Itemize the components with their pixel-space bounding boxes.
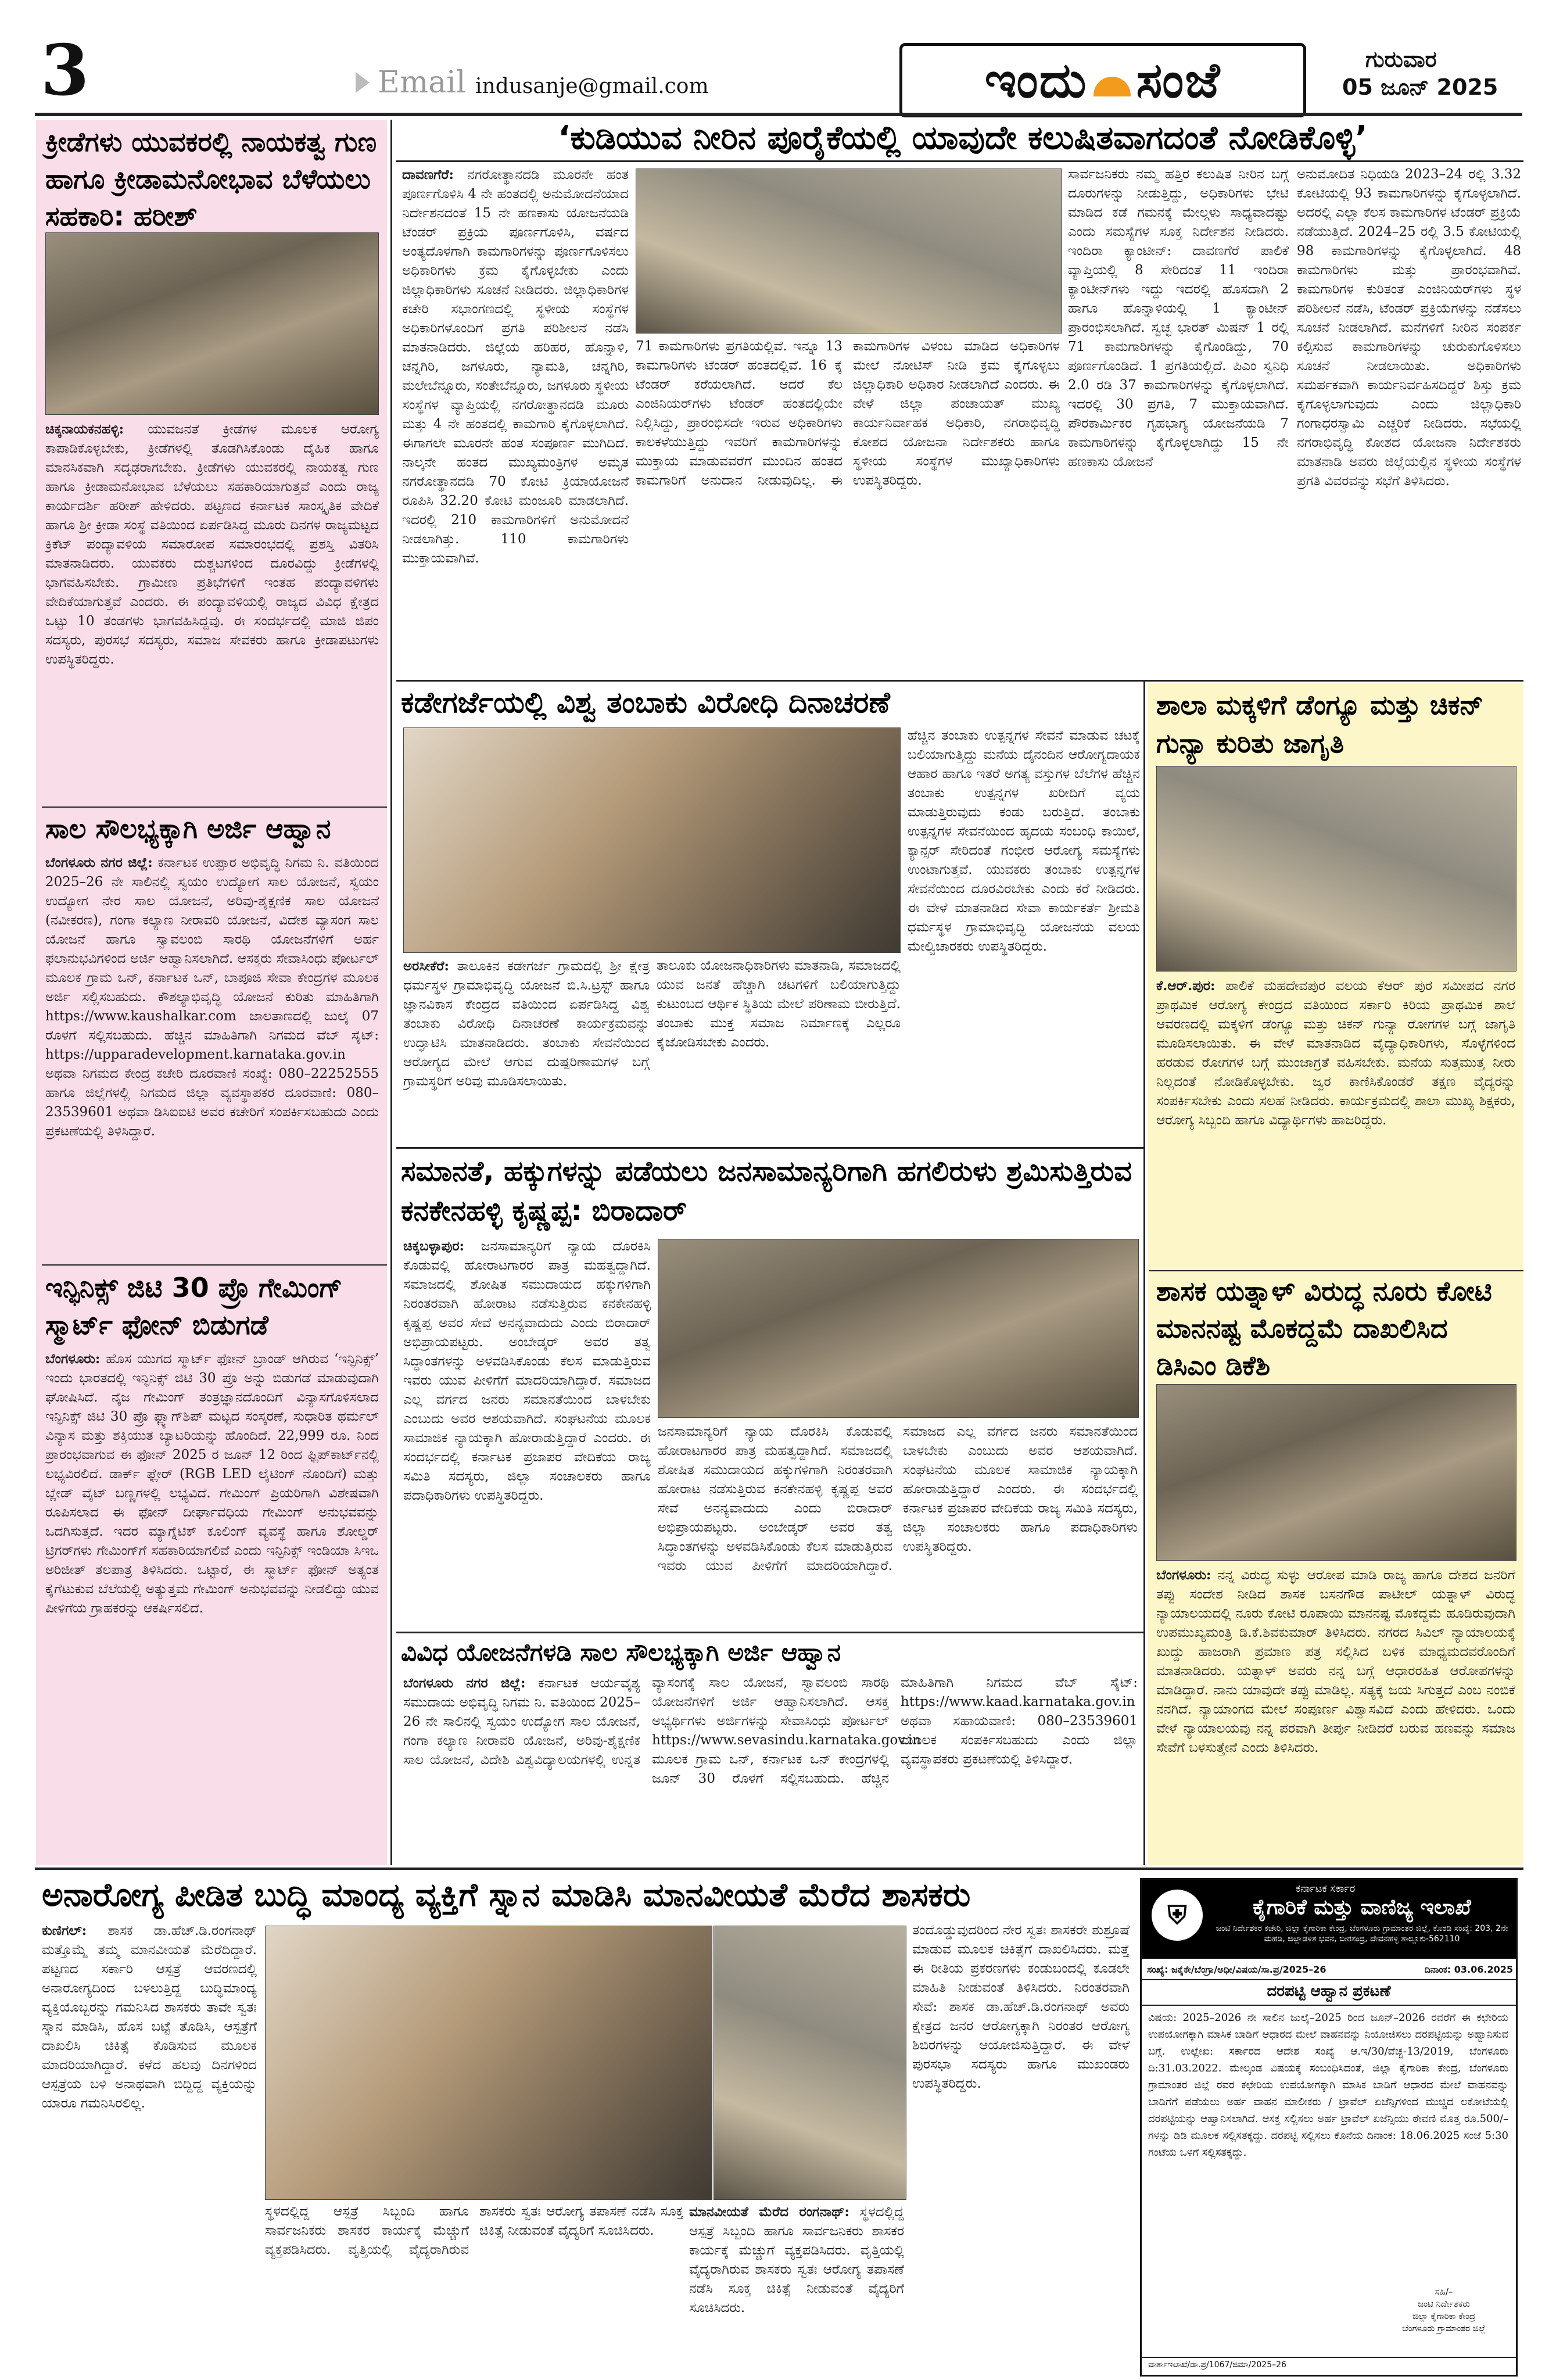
- lead-headline: ‘ಕುಡಿಯುವ ನೀರಿನ ಪೂರೈಕೆಯಲ್ಲಿ ಯಾವುದೇ ಕಲುಷಿತವಾಗದಂತೆ ನೋಡಿಕೊಳ್ಳಿ’: [558, 119, 1368, 157]
- right-divider: [1149, 1270, 1523, 1271]
- notice-signoff: ಸಹಿ/– ಜಂಟಿ ನಿರ್ದೇಶಕರು ಜಿಲ್ಲಾ ಕೈಗಾರಿಕಾ ಕೇಂದ್ರ ಬೆಂಗಳೂರು ಗ್ರಾಮಾಂತರ ಜಿಲ್ಲೆ: [1402, 2286, 1486, 2334]
- lead-dateline: ದಾವಣಗೆರೆ:: [402, 167, 454, 182]
- logo-text-right: ಸಂಜೆ: [1136, 51, 1221, 109]
- notice-ref-no: ಸಂಖ್ಯೆ: ಜಕೈಕೇ/ಬೆಂಗ್ರಾ/ಅಧೀ/ವಿಷಯ/ಸಾ.ಪ್ರ/2025–26: [1147, 1964, 1326, 1975]
- lead-col1-text: ನಗರೋತ್ಥಾನದಡಿ ಮೂರನೇ ಹಂತ ಪೂರ್ಣಗೊಳಿಸಿ 4 ನೇ ಹಂತದಲ್ಲಿ ಅನುಮೋದನೆಯಾದ ನಿರ್ದೇಶನದಂತೆ 15 ನೇ ಹಣಕಾಸು ಯೋಜನೆಯಡಿ ಟೆಂಡರ್ ಪ್ರಕ್ರಿಯೆ ಪೂರ್ಣಗೊಳಿಸಿ, ವರ್ಷದ ಅಂತ್ಯದೊಳಗಾಗಿ ಕಾಮಗಾರಿಗಳನ್ನು ಪೂರ್ಣಗೊಳಿಸಲು ಅಧಿಕಾರಿಗಳು ಕ್ರಮ ಕೈಗೊಳ್ಳಬೇಕು ಎಂದು ಜಿಲ್ಲಾಧಿಕಾರಿಗಳು ಸೂಚನೆ ನೀಡಿದರು. ಜಿಲ್ಲಾಧಿಕಾರಿಗಳ ಕಚೇರಿ ಸಭಾಂಗಣದಲ್ಲಿ ಸ್ಥಳೀಯ ಸಂಸ್ಥೆಗಳ ಅಧಿಕಾರಿಗಳೊಂದಿಗೆ ಪ್ರಗತಿ ಪರಿಶೀಲನೆ ನಡೆಸಿ ಮಾತನಾಡಿದರು. ಜಿಲ್ಲೆಯ ಹರಿಹರ, ಹೊನ್ನಾಳಿ, ಚನ್ನಗಿರಿ, ಜಗಳೂರು, ನ್ಯಾಮತಿ, ಚನ್ನಗಿರಿ, ಮಲೇಬೆನ್ನೂರು, ಸಂತೇಬೆನ್ನೂರು, ಜಗಳೂರು ಸ್ಥಳೀಯ ಸಂಸ್ಥೆಗಳ ವ್ಯಾಪ್ತಿಯಲ್ಲಿ ನಗರೋತ್ಥಾನದಡಿ ಮೂರು ಮತ್ತು 4 ನೇ ಹಂತದಲ್ಲಿ ಕಾಮಗಾರಿ ಕೈಗೊಳ್ಳಲಾಗಿದೆ. ಈಗಾಗಲೇ ಮೂರನೇ ಹಂತ ಸಂಪೂರ್ಣ ಮುಗಿದಿದೆ. ನಾಲ್ಕನೇ ಹಂತದ ಮುಖ್ಯಮಂತ್ರಿಗಳ ಅಮೃತ ನಗರೋತ್ಥಾನದಡಿ 70 ಕೋಟಿ ಕ್ರಿಯಾಯೋಜನೆ ರೂಪಿಸಿ 32.20 ಕೋಟಿ ಮಂಜೂರಿ ಮಾಡಲಾಗಿದೆ. ಇದರಲ್ಲಿ 210 ಕಾಮಗಾರಿಗಳಿಗೆ ಅನುಮೋದನೆ ನೀಡಲಾಗಿತ್ತು. 110 ಕಾಮಗಾರಿಗಳು ಮುಕ್ತಾಯವಾಗಿವೆ.: [402, 167, 629, 566]
- mla-bathing-photo-left: [265, 1926, 712, 2200]
- tobacco-headline: ಕಡೇಗರ್ಜೆಯಲ್ಲಿ ವಿಶ್ವ ತಂಬಾಕು ವಿರೋಧಿ ದಿನಾಚರಣೆ: [401, 686, 890, 719]
- bottom-subhead: ಮಾನವೀಯತೆ ಮೆರೆದ ರಂಗನಾಥ್:: [689, 2204, 850, 2220]
- sun-icon: [1093, 77, 1131, 96]
- tobacco-dateline: ಅರಸೀಕೆರೆ:: [403, 958, 450, 974]
- left3-dateline: ಬೆಂಗಳೂರು:: [45, 1351, 101, 1367]
- dengue-body: [1156, 976, 1515, 1267]
- left2-body: [45, 853, 379, 1260]
- logo-text-left: ಇಂದು: [984, 51, 1088, 109]
- left2-headline: ಸಾಲ ಸೌಲಭ್ಯಕ್ಕಾಗಿ ಅರ್ಜಿ ಆಹ್ವಾನ: [45, 813, 331, 844]
- bottom-body-right: [912, 1921, 1130, 2380]
- left-divider-1: [42, 807, 387, 808]
- loans2-body: [403, 1673, 1138, 1865]
- sports-award-photo: [45, 232, 379, 415]
- masthead-logo: [899, 43, 1306, 117]
- left2-dateline: ಬೆಂಗಳೂರು ನಗರ ಜಿಲ್ಲೆ:: [45, 855, 153, 870]
- bottom-headline: ಅನಾರೋಗ್ಯ ಪೀಡಿತ ಬುದ್ಧಿ ಮಾಂದ್ಯ ವ್ಯಕ್ತಿಗೆ ಸ್ನಾನ ಮಾಡಿಸಿ ಮಾನವೀಯತೆ ಮೆರೆದ ಶಾಸಕರು: [42, 1876, 971, 1914]
- lead-col4-text: ಅನುಮೋದಿತ ನಿಧಿಯಡಿ 2023–24 ರಲ್ಲಿ 3.32 ಕೋಟಿಯಲ್ಲಿ 93 ಕಾಮಗಾರಿಗಳನ್ನು ಕೈಗೊಳ್ಳಲಾಗಿದೆ. ಅದರಲ್ಲಿ ಎಲ್ಲಾ ಕೆಲಸ ಕಾಮಗಾರಿಗಳ ಟೆಂಡರ್ ಪ್ರಕ್ರಿಯೆ ನಡೆಯುತ್ತಿದೆ. 2024–25 ರಲ್ಲಿ 3.5 ಕೋಟಿಯಲ್ಲಿ 98 ಕಾಮಗಾರಿಗಳನ್ನು ಕೈಗೊಳ್ಳಲಾಗಿದೆ. 48 ಕಾಮಗಾರಿಗಳು ಮತ್ತು ಪ್ರಾರಂಭವಾಗಿವೆ. ಕಾಮಗಾರಿಗಳ ಕುರಿತಂತೆ ಎಂಜಿನಿಯರ್‌ಗಳು ಸ್ಥಳ ಪರಿಶೀಲನೆ ನಡೆಸಿ, ಟೆಂಡರ್ ಪ್ರಕ್ರಿಯೆಗಳನ್ನು ನಡೆಸಲು ಸೂಚನೆ ನೀಡಲಾಗಿದೆ. ಮನೆಗಳಿಗೆ ನೀರಿನ ಸಂಪರ್ಕ ಕಲ್ಪಿಸುವ ಕಾಮಗಾರಿಗಳನ್ನು ಚುರುಕುಗೊಳಿಸಲು ಸೂಚನೆ ನೀಡಲಾಯಿತು. ಅಧಿಕಾರಿಗಳು ಸಮರ್ಪಕವಾಗಿ ಕಾರ್ಯನಿರ್ವಹಿಸದಿದ್ದರೆ ಶಿಸ್ತು ಕ್ರಮ ಕೈಗೊಳ್ಳಲಾಗುವುದು ಎಂದು ಜಿಲ್ಲಾಧಿಕಾರಿ ಗಂಗಾಧರಸ್ವಾಮಿ ಎಚ್ಚರಿಕೆ ನೀಡಿದರು. ಸಭೆಯಲ್ಲಿ ನಗರಾಭಿವೃದ್ಧಿ ಕೋಶದ ಯೋಜನಾ ನಿರ್ದೇಶಕರು ಮಾತನಾಡಿ ಅವರು ಜಿಲ್ಲೆಯಲ್ಲಿನ ಸ್ಥಳೀಯ ಸಂಸ್ಥೆಗಳ ಪ್ರಗತಿ ವಿವರವನ್ನು ಸಭೆಗೆ ತಿಳಿಸಿದರು.: [1297, 167, 1521, 489]
- left3-headline: ಇನ್ಫಿನಿಕ್ಸ್ ಜಿಟಿ 30 ಪ್ರೊ ಗೇಮಿಂಗ್ ಸ್ಮಾರ್ಟ್ ಫೋನ್ ಬಿಡುಗಡೆ: [45, 1272, 343, 1340]
- tobacco-mid-text: ತಾಲೂಕು ಯೋಜನಾಧಿಕಾರಿಗಳು ಮಾತನಾಡಿ, ಸಮಾಜದಲ್ಲಿ ಯುವ ಜನತೆ ಹೆಚ್ಚಾಗಿ ಚಟಗಳಿಗೆ ಬಲಿಯಾಗುತ್ತಿದ್ದು ಕುಟುಂಬದ ಆರ್ಥಿಕ ಸ್ಥಿತಿಯ ಮೇಲೆ ಪರಿಣಾಮ ಬೀರುತ್ತಿದೆ. ತಂಬಾಕು ಮುಕ್ತ ಸಮಾಜ ನಿರ್ಮಾಣಕ್ಕೆ ಎಲ್ಲರೂ ಕೈಜೋಡಿಸಬೇಕು ಎಂದರು.: [657, 958, 901, 1050]
- tobacco-right-text: ಹೆಚ್ಚಿನ ತಂಬಾಕು ಉತ್ಪನ್ನಗಳ ಸೇವನೆ ಮಾಡುವ ಚಟಕ್ಕೆ ಬಲಿಯಾಗುತ್ತಿದ್ದು ಮನೆಯ ದೈನಂದಿನ ಆರೋಗ್ಯದಾಯಕ ಆಹಾರ ಹಾಗೂ ಇತರೆ ಅಗತ್ಯ ವಸ್ತುಗಳ ಬೆಲೆಗಳ ಹೆಚ್ಚಿನ ತಂಬಾಕು ಉತ್ಪನ್ನಗಳ ಖರೀದಿಗೆ ವ್ಯಯ ಮಾಡುತ್ತಿರುವುದು ಕಂಡು ಬರುತ್ತಿದೆ. ತಂಬಾಕು ಉತ್ಪನ್ನಗಳ ಸೇವನೆಯಿಂದ ಹೃದಯ ಸಂಬಂಧಿ ಕಾಯಿಲೆ, ಕ್ಯಾನ್ಸರ್ ಸೇರಿದಂತೆ ಗಂಭೀರ ಆರೋಗ್ಯ ಸಮಸ್ಯೆಗಳು ಉಂಟಾಗುತ್ತವೆ. ಯುವಕರು ತಂಬಾಕು ಉತ್ಪನ್ನಗಳ ಸೇವನೆಯಿಂದ ದೂರವಿರಬೇಕು ಎಂದು ಕರೆ ನೀಡಿದರು. ಈ ವೇಳೆ ಮಾತನಾಡಿದ ಸೇವಾ ಕಾರ್ಯಕರ್ತೆ ಶ್ರೀಮತಿ ಧರ್ಮಸ್ಥಳ ಗ್ರಾಮಾಭಿವೃದ್ಧಿ ಯೋಜನೆಯ ವಲಯ ಮೇಲ್ವಿಚಾರಕರು ಉಪಸ್ಥಿತರಿದ್ದರು.: [908, 728, 1140, 954]
- left-divider-2: [42, 1264, 387, 1266]
- left1-body: [45, 420, 379, 803]
- bottom-body-mid: [265, 2202, 683, 2377]
- bottom-section-rule: [35, 1868, 1523, 1870]
- lead-col2-text: 71 ಕಾಮಗಾರಿಗಳು ಪ್ರಗತಿಯಲ್ಲಿವೆ. ಇನ್ನೂ 13 ಕಾಮಗಾರಿಗಳು ಟೆಂಡರ್ ಹಂತದಲ್ಲಿವೆ. 16 ಕ್ಕೆ ಟೆಂಡರ್ ಕರೆಯಲಾಗಿದೆ. ಆದರೆ ಕೆಲ ಎಂಜಿನಿಯರ್‌ಗಳು ಟೆಂಡರ್ ಹಂತದಲ್ಲಿಯೇ ನಿಲ್ಲಿಸಿದ್ದು, ಪ್ರಾರಂಭಿಸದೇ ಇರುವ ಅಧಿಕಾರಿಗಳು ಕಾಲಕಳೆಯುತ್ತಿದ್ದು ಇವರಿಗೆ ಕಾಮಗಾರಿಗಳನ್ನು ಮುಕ್ತಾಯ ಮಾಡುವವರೆಗೆ ಮುಂದಿನ ಹಂತದ ಕಾಮಗಾರಿಗೆ ಅನುದಾನ ನೀಡುವುದಿಲ್ಲ. ಈ ಕಾಮಗಾರಿಗಳ ವಿಳಂಬ ಮಾಡಿದ ಅಧಿಕಾರಿಗಳ ಮೇಲೆ ನೋಟಿಸ್ ನೀಡಿ ಕ್ರಮ ಕೈಗೊಳ್ಳಲು ಜಿಲ್ಲಾಧಿಕಾರಿ ಅಧಿಕಾರ ನೀಡಲಾಗಿದೆ ಎಂದರು. ಈ ವೇಳೆ ಜಿಲ್ಲಾ ಪಂಚಾಯತ್ ಮುಖ್ಯ ಕಾರ್ಯನಿರ್ವಾಹಕ ಅಧಿಕಾರಿ, ನಗರಾಭಿವೃದ್ಧಿ ಕೋಶದ ಯೋಜನಾ ನಿರ್ದೇಶಕರು ಹಾಗೂ ಸ್ಥಳೀಯ ಸಂಸ್ಥೆಗಳ ಮುಖ್ಯಾಧಿಕಾರಿಗಳು ಉಪಸ್ಥಿತರಿದ್ದರು.: [636, 339, 1060, 488]
- notice-rule-2: [1142, 2005, 1516, 2006]
- notice-footer: ವಾರ್ತಾಇಲಾಖೆ/ಡಾ.ಪ್ರ/1067/ಜಿಮಾ/2025–26: [1148, 2360, 1286, 2370]
- lead-col4: [1297, 165, 1521, 676]
- notice-department: ಕೈಗಾರಿಕೆ ಮತ್ತು ವಾಣಿಜ್ಯ ಇಲಾಖೆ: [1253, 1895, 1471, 1919]
- tobacco-bottom-rule: [396, 1147, 1143, 1149]
- page-number: 3: [41, 30, 89, 112]
- tobacco-left-text: ತಾಲೂಕಿನ ಕಡೇಗರ್ಜೆ ಗ್ರಾಮದಲ್ಲಿ ಶ್ರೀ ಕ್ಷೇತ್ರ ಧರ್ಮಸ್ಥಳ ಗ್ರಾಮಾಭಿವೃದ್ಧಿ ಯೋಜನೆ ಬಿ.ಸಿ.ಟ್ರಸ್ಟ್ ಹಾಗೂ ಜ್ಞಾನವಿಕಾಸ ಕೇಂದ್ರದ ವತಿಯಿಂದ ಏರ್ಪಡಿಸಿದ್ದ ವಿಶ್ವ ತಂಬಾಕು ವಿರೋಧಿ ದಿನಾಚರಣೆ ಕಾರ್ಯಕ್ರಮವನ್ನು ಉದ್ಘಾಟಿಸಿ ಮಾತನಾಡಿದರು. ತಂಬಾಕು ಸೇವನೆಯಿಂದ ಆರೋಗ್ಯದ ಮೇಲೆ ಆಗುವ ದುಷ್ಪರಿಣಾಮಗಳ ಬಗ್ಗೆ ಗ್ರಾಮಸ್ಥರಿಗೆ ಅರಿವು ಮೂಡಿಸಲಾಯಿತು.: [403, 959, 650, 1089]
- notice-body: ವಿಷಯ: 2025–2026 ನೇ ಸಾಲಿನ ಜುಲೈ–2025 ರಿಂದ ಜೂನ್–2026 ರವರೆಗೆ ಈ ಕಛೇರಿಯ ಉಪಯೋಗಕ್ಕಾಗಿ ಮಾಸಿಕ ಬಾಡಿಗೆ ಆಧಾರದ ಮೇಲೆ ವಾಹನವನ್ನು ನಿಯೋಜಿಸಲು ದರಪಟ್ಟಿಯನ್ನು ಅಹ್ವಾನಿಸುವ ಬಗ್ಗೆ. ಉಲ್ಲೇಖ: ಸರ್ಕಾರದ ಆದೇಶ ಸಂಖ್ಯೆ ಆ.ಇ/30/ವೆಚ್ಚ-13/2019, ಬೆಂಗಳೂರು ದಿ:31.03.2022. ಮೇಲ್ಕಂಡ ವಿಷಯಕ್ಕೆ ಸಂಬಂಧಿಸಿದಂತೆ, ಜಿಲ್ಲಾ ಕೈಗಾರಿಕಾ ಕೇಂದ್ರ, ಬೆಂಗಳೂರು ಗ್ರಾಮಾಂತರ ಜಿಲ್ಲೆ ರವರ ಕಛೇರಿಯ ಉಪಯೋಗಕ್ಕಾಗಿ ಮಾಸಿಕ ಬಾಡಿಗೆ ಆಧಾರದ ಮೇಲೆ ವಾಹನವನ್ನು ಬಾಡಿಗೆಗೆ ಪಡೆಯಲು ಅರ್ಹ ವಾಹನ ಮಾಲೀಕರು / ಟ್ರಾವೆಲ್ ಏಜೆನ್ಸಿಗಳಿಂದ ಮುಚ್ಚಿದ ಲಕೋಟೆಯಲ್ಲಿ ದರಪಟ್ಟಿಯನ್ನು ಆಹ್ವಾನಿಸಲಾಗಿದೆ. ಆಸಕ್ತ ಸಲ್ಲಿಸಲು ಅರ್ಹ ಟ್ರಾವೆಲ್ ಏಜೆನ್ಸಿಯು ಠೇವಣಿ ಮೊತ್ತ ರೂ.500/– ಗಳನ್ನು ಡಿಡಿ ಮೂಲಕ ಸಲ್ಲಿಸತಕ್ಕದ್ದು. ದರಪಟ್ಟಿ ಸಲ್ಲಿಸಲು ಕೊನೆಯ ದಿನಾಂಕ: 18.06.2025 ಸಂಜೆ 5:30 ಗಂಟೆಯ ಒಳಗೆ ಸಲ್ಲಿಸತಕ್ಕದ್ದು.: [1148, 2012, 1508, 2159]
- lead-col1: [402, 165, 629, 676]
- equality-bottom-rule: [396, 1632, 1143, 1633]
- dengue-text: ಪಾಲಿಕೆ ಮಹದೇವಪುರ ವಲಯ ಕೆಆರ್ ಪುರ ಸಮೀಪದ ನಗರ ಪ್ರಾಥಮಿಕ ಆರೋಗ್ಯ ಕೇಂದ್ರದ ವತಿಯಿಂದ ಸರ್ಕಾರಿ ಕಿರಿಯ ಪ್ರಾಥಮಿಕ ಶಾಲೆ ಆವರಣದಲ್ಲಿ ಮಕ್ಕಳಿಗೆ ಡೆಂಗ್ಯೂ ಮತ್ತು ಚಿಕನ್ ಗುನ್ಯಾ ರೋಗಗಳ ಬಗ್ಗೆ ಜಾಗೃತಿ ಮೂಡಿಸಲಾಯಿತು. ಈ ವೇಳೆ ಮಾತನಾಡಿದ ವೈದ್ಯಾಧಿಕಾರಿಗಳು, ಸೊಳ್ಳೆಗಳಿಂದ ಹರಡುವ ರೋಗಗಳ ಬಗ್ಗೆ ಮುಂಜಾಗ್ರತೆ ವಹಿಸಬೇಕು. ಮನೆಯ ಸುತ್ತಮುತ್ತ ನೀರು ನಿಲ್ಲದಂತೆ ನೋಡಿಕೊಳ್ಳಬೇಕು. ಜ್ವರ ಕಾಣಿಸಿಕೊಂಡರೆ ತಕ್ಷಣ ವೈದ್ಯರನ್ನು ಸಂಪರ್ಕಿಸಬೇಕು ಎಂದು ಸಲಹೆ ನೀಡಿದರು. ಕಾರ್ಯಕ್ರಮದಲ್ಲಿ ಶಾಲಾ ಮುಖ್ಯ ಶಿಕ್ಷಕರು, ಆರೋಗ್ಯ ಸಿಬ್ಬಂದಿ ಹಾಗೂ ವಿದ್ಯಾರ್ಥಿಗಳು ಹಾಜರಿದ್ದರು.: [1156, 978, 1515, 1128]
- notice-office: ಜಂಟಿ ನಿರ್ದೇಶಕರ ಕಚೇರಿ, ಜಿಲ್ಲಾ ಕೈಗಾರಿಕಾ ಕೇಂದ್ರ, ಬೆಂಗಳೂರು ಗ್ರಾಮಾಂತರ ಜಿಲ್ಲೆ, ಕೊಠಡಿ ಸಂಖ್ಯೆ: 203, 2ನೇ ಮಹಡಿ, ಜಿಲ್ಲಾಡಳಿತ ಭವನ, ಬೀರಸಂದ್ರ, ದೇವನಹಳ್ಳಿ ತಾಲ್ಲೂಕು-562110: [1216, 1924, 1508, 1944]
- defamation-dateline: ಬೆಂಗಳೂರು:: [1156, 1567, 1211, 1583]
- loans2-text: ಕರ್ನಾಟಕ ಆರ್ಯವೈಶ್ಯ ಸಮುದಾಯ ಅಭಿವೃದ್ಧಿ ನಿಗಮ ನಿ. ವತಿಯಿಂದ 2025–26 ನೇ ಸಾಲಿನಲ್ಲಿ ಸ್ವಯಂ ಉದ್ಯೋಗ ಸಾಲ ಯೋಜನೆ, ಗಂಗಾ ಕಲ್ಯಾಣ ನೀರಾವರಿ ಯೋಜನೆ, ಅರಿವು-ಶೈಕ್ಷಣಿಕ ಸಾಲ ಯೋಜನೆ, ವಿದೇಶಿ ವಿಶ್ವವಿದ್ಯಾಲಯಗಳಲ್ಲಿ ಉನ್ನತ ವ್ಯಾಸಂಗಕ್ಕೆ ಸಾಲ ಯೋಜನೆ, ಸ್ವಾವಲಂಬಿ ಸಾರಥಿ ಯೋಜನೆಗಳಿಗೆ ಅರ್ಜಿ ಆಹ್ವಾನಿಸಲಾಗಿದೆ. ಆಸಕ್ತ ಅಭ್ಯರ್ಥಿಗಳು ಅರ್ಜಿಗಳನ್ನು ಸೇವಾಸಿಂಧು ಪೋರ್ಟಲ್ https://www.sevasindu.karnataka.gov.in ಮೂಲಕ ಗ್ರಾಮ ಒನ್, ಕರ್ನಾಟಕ ಒನ್ ಕೇಂದ್ರಗಳಲ್ಲಿ ಜೂನ್ 30 ರೊಳಗೆ ಸಲ್ಲಿಸಬಹುದು. ಹೆಚ್ಚಿನ ಮಾಹಿತಿಗಾಗಿ ನಿಗಮದ ವೆಬ್ ಸೈಟ್: https://www.kaad.karnataka.gov.in ಅಥವಾ ಸಹಾಯವಾಣಿ: 080–23539601 ಮೂಲಕ ಸಂಪರ್ಕಿಸಬಹುದು ಎಂದು ಜಿಲ್ಲಾ ವ್ಯವಸ್ಥಾಪಕರು ಪ್ರಕಟಣೆಯಲ್ಲಿ ತಿಳಿಸಿದ್ದಾರೆ.: [403, 1675, 1138, 1786]
- equality-headline: ಸಮಾನತೆ, ಹಕ್ಕುಗಳನ್ನು ಪಡೆಯಲು ಜನಸಾಮಾನ್ಯರಿಗಾಗಿ ಹಗಲಿರುಳು ಶ್ರಮಿಸುತ್ತಿರುವ ಕನಕೇನಹಳ್ಳಿ ಕೃಷ್ಣಪ್ಪ: ಬಿರಾದಾರ್: [401, 1155, 1132, 1227]
- left1-text: ಯುವಜನತೆ ಕ್ರೀಡೆಗಳ ಮೂಲಕ ಆರೋಗ್ಯ ಕಾಪಾಡಿಕೊಳ್ಳಬೇಕು, ಕ್ರೀಡೆಗಳಲ್ಲಿ ತೊಡಗಿಸಿಕೊಂಡು ದೈಹಿಕ ಹಾಗೂ ಮಾನಸಿಕವಾಗಿ ಸದೃಢರಾಗಬೇಕು. ಕ್ರೀಡೆಗಳು ಯುವಕರಲ್ಲಿ ನಾಯಕತ್ವ ಗುಣ ಹಾಗೂ ಕ್ರೀಡಾಮನೋಭಾವ ಬೆಳೆಯಲು ಸಹಕಾರಿಯಾಗುತ್ತವೆ ಎಂದು ರಾಜ್ಯ ಕಾರ್ಯದರ್ಶಿ ಹರೀಶ್ ಹೇಳಿದರು. ಪಟ್ಟಣದ ಕರ್ನಾಟಕ ಸಾಂಸ್ಕೃತಿಕ ವೇದಿಕೆ ಹಾಗೂ ಶ್ರೀ ಕ್ರೀಡಾ ಸಂಸ್ಥೆ ವತಿಯಿಂದ ಏರ್ಪಡಿಸಿದ್ದ ಮೂರು ದಿನಗಳ ರಾಜ್ಯಮಟ್ಟದ ಕ್ರಿಕೆಟ್ ಪಂದ್ಯಾವಳಿಯ ಸಮಾರೋಪ ಸಮಾರಂಭದಲ್ಲಿ ಪ್ರಶಸ್ತಿ ವಿತರಿಸಿ ಮಾತನಾಡಿದರು. ಯುವಕರು ದುಶ್ಚಟಗಳಿಂದ ದೂರವಿದ್ದು ಕ್ರೀಡೆಗಳಲ್ಲಿ ಭಾಗವಹಿಸಬೇಕು. ಗ್ರಾಮೀಣ ಪ್ರತಿಭೆಗಳಿಗೆ ಇಂತಹ ಪಂದ್ಯಾವಳಿಗಳು ವೇದಿಕೆಯಾಗುತ್ತವೆ ಎಂದರು. ಈ ಪಂದ್ಯಾವಳಿಯಲ್ಲಿ ರಾಜ್ಯದ ವಿವಿಧ ಕ್ಷೇತ್ರದ ಒಟ್ಟು 10 ತಂಡಗಳು ಭಾಗವಹಿಸಿದ್ದವು. ಈ ಸಂದರ್ಭದಲ್ಲಿ ಮಾಜಿ ಜಿಪಂ ಸದಸ್ಯರು, ಪುರಸಭೆ ಸದಸ್ಯರು, ಸಮಾಜ ಸೇವಕರು ಹಾಗೂ ಕ್ರೀಡಾಪಟುಗಳು ಉಪಸ್ಥಿತರಿದ್ದರು.: [45, 422, 379, 667]
- notice-title: ದರಪಟ್ಟಿ ಆಹ್ವಾನ ಪ್ರಕಟಣೆ: [1267, 1983, 1391, 2000]
- lead-col3: [1068, 165, 1289, 676]
- tobacco-body-mid: [657, 956, 901, 1144]
- bottom-dateline: ಕುಣಿಗಲ್:: [42, 1923, 87, 1938]
- defamation-headline: ಶಾಸಕ ಯತ್ನಾಳ್ ವಿರುದ್ಧ ನೂರು ಕೋಟಿ ಮಾನನಷ್ಟ ಮೊಕದ್ದಮೆ ದಾಖಲಿಸಿದ ಡಿಸಿಎಂ ಡಿಕೆಶಿ: [1156, 1275, 1492, 1381]
- dengue-headline: ಶಾಲಾ ಮಕ್ಕಳಿಗೆ ಡೆಂಗ್ಯೂ ಮತ್ತು ಚಿಕನ್ ಗುನ್ಯಾ ಕುರಿತು ಜಾಗೃತಿ: [1156, 689, 1484, 759]
- tobacco-body-right: [908, 726, 1140, 1144]
- bottom-right-text: ತಂದೊಡ್ಡುವುದರಿಂದ ನೇರ ಸ್ವತಃ ಶಾಸಕರೇ ಶುಶ್ರೂಷೆ ಮಾಡುವ ಮೂಲಕ ಚಿಕಿತ್ಸೆಗೆ ದಾಖಲಿಸಿದರು. ಮತ್ತೆ ಈ ರೀತಿಯ ಪ್ರಕರಣಗಳು ಕಂಡುಬಂದಲ್ಲಿ ಕೂಡಲೇ ಮಾಹಿತಿ ನೀಡುವಂತೆ ತಿಳಿಸಿದರು. ನಿರಂತರವಾಗಿ ಸೇವೆ: ಶಾಸಕ ಡಾ.ಹೆಚ್.ಡಿ.ರಂಗನಾಥ್ ಅವರು ಕ್ಷೇತ್ರದ ಜನರ ಆರೋಗ್ಯಕ್ಕಾಗಿ ನಿರಂತರ ಆರೋಗ್ಯ ಶಿಬಿರಗಳನ್ನು ಆಯೋಜಿಸುತ್ತಿದ್ದಾರೆ. ಈ ವೇಳೆ ಪುರಸಭಾ ಸದಸ್ಯರು ಹಾಗೂ ಮುಖಂಡರು ಉಪಸ್ಥಿತರಿದ್ದರು.: [912, 1923, 1130, 2091]
- equality-group-photo: [658, 1239, 1139, 1418]
- mla-bathing-photo-right: [714, 1926, 906, 2200]
- emblem-icon: ⛨: [1152, 1890, 1203, 1941]
- equality-body-cont: [658, 1422, 1138, 1626]
- left-column-border: [390, 120, 392, 1865]
- notice-rule-1: [1142, 1979, 1516, 1980]
- email-arrow-icon: [356, 72, 370, 93]
- bottom-body-left: [42, 1921, 257, 2380]
- defamation-body: [1156, 1565, 1515, 1863]
- left3-body: [45, 1349, 379, 1861]
- loans2-headline: ವಿವಿಧ ಯೋಜನೆಗಳಡಿ ಸಾಲ ಸೌಲಭ್ಯಕ್ಕಾಗಿ ಅರ್ಜಿ ಆಹ್ವಾನ: [401, 1638, 841, 1666]
- equality-body: [403, 1236, 651, 1626]
- notice-dept-small: ಕರ್ನಾಟಕ ಸರ್ಕಾರ: [1296, 1883, 1356, 1895]
- bottom-left-text: ಶಾಸಕ ಡಾ.ಹೆಚ್.ಡಿ.ರಂಗನಾಥ್ ಮತ್ತೊಮ್ಮೆ ತಮ್ಮ ಮಾನವೀಯತೆ ಮೆರೆದಿದ್ದಾರೆ. ಪಟ್ಟಣದ ಸರ್ಕಾರಿ ಆಸ್ಪತ್ರೆ ಆವರಣದಲ್ಲಿ ಅನಾರೋಗ್ಯದಿಂದ ಬಳಲುತ್ತಿದ್ದ ಬುದ್ಧಿಮಾಂದ್ಯ ವ್ಯಕ್ತಿಯೊಬ್ಬರನ್ನು ಗಮನಿಸಿದ ಶಾಸಕರು ತಾವೇ ಸ್ವತಃ ಸ್ನಾನ ಮಾಡಿಸಿ, ಹೊಸ ಬಟ್ಟೆ ತೊಡಿಸಿ, ಆಸ್ಪತ್ರೆಗೆ ದಾಖಲಿಸಿ ಚಿಕಿತ್ಸೆ ಕೊಡಿಸುವ ಮೂಲಕ ಮಾದರಿಯಾಗಿದ್ದಾರೆ. ಕಳೆದ ಹಲವು ದಿನಗಳಿಂದ ಆಸ್ಪತ್ರೆಯ ಬಳಿ ಅನಾಥವಾಗಿ ಬಿದ್ದಿದ್ದ ವ್ಯಕ್ತಿಯನ್ನು ಯಾರೂ ಗಮನಿಸಿರಲಿಲ್ಲ.: [42, 1923, 257, 2111]
- email-label: Email: [378, 65, 466, 100]
- lead-bottom-rule: [396, 680, 1523, 682]
- meeting-photo: [636, 169, 1062, 334]
- email-address[interactable]: indusanje@gmail.com: [475, 74, 709, 98]
- equality-text: ಜನಸಾಮಾನ್ಯರಿಗೆ ನ್ಯಾಯ ದೊರಕಿಸಿ ಕೊಡುವಲ್ಲಿ ಹೋರಾಟಗಾರರ ಪಾತ್ರ ಮಹತ್ವದ್ದಾಗಿದೆ. ಸಮಾಜದಲ್ಲಿ ಶೋಷಿತ ಸಮುದಾಯದ ಹಕ್ಕುಗಳಿಗಾಗಿ ನಿರಂತರವಾಗಿ ಹೋರಾಟ ನಡೆಸುತ್ತಿರುವ ಕನಕೇನಹಳ್ಳಿ ಕೃಷ್ಣಪ್ಪ ಅವರ ಸೇವೆ ಅನನ್ಯವಾದುದು ಎಂದು ಬಿರಾದಾರ್ ಅಭಿಪ್ರಾಯಪಟ್ಟರು. ಅಂಬೇಡ್ಕರ್ ಅವರ ತತ್ವ ಸಿದ್ಧಾಂತಗಳನ್ನು ಅಳವಡಿಸಿಕೊಂಡು ಕೆಲಸ ಮಾಡುತ್ತಿರುವ ಇವರು ಯುವ ಪೀಳಿಗೆಗೆ ಮಾದರಿಯಾಗಿದ್ದಾರೆ. ಸಮಾಜದ ಎಲ್ಲ ವರ್ಗದ ಜನರು ಸಮಾನತೆಯಿಂದ ಬಾಳಬೇಕು ಎಂಬುದು ಅವರ ಆಶಯವಾಗಿದೆ. ಸಂಘಟನೆಯ ಮೂಲಕ ಸಾಮಾಜಿಕ ನ್ಯಾಯಕ್ಕಾಗಿ ಹೋರಾಡುತ್ತಿದ್ದಾರೆ ಎಂದರು. ಈ ಸಂದರ್ಭದಲ್ಲಿ ಕರ್ನಾಟಕ ಪ್ರಜಾಪರ ವೇದಿಕೆಯ ರಾಜ್ಯ ಸಮಿತಿ ಸದಸ್ಯರು, ಜಿಲ್ಲಾ ಸಂಚಾಲಕರು ಹಾಗೂ ಪದಾಧಿಕಾರಿಗಳು ಉಪಸ್ಥಿತರಿದ್ದರು.: [403, 1239, 651, 1503]
- lead-rule: [396, 160, 1523, 162]
- tobacco-body-left: [403, 956, 650, 1144]
- notice-rule-3: [1142, 2357, 1516, 2358]
- right-col-divider: [1143, 681, 1145, 1865]
- bottom-mid-text: ಸ್ಥಳದಲ್ಲಿದ್ದ ಆಸ್ಪತ್ರೆ ಸಿಬ್ಬಂದಿ ಹಾಗೂ ಸಾರ್ವಜನಿಕರು ಶಾಸಕರ ಕಾರ್ಯಕ್ಕೆ ಮೆಚ್ಚುಗೆ ವ್ಯಕ್ತಪಡಿಸಿದರು. ವೃತ್ತಿಯಲ್ಲಿ ವೈದ್ಯರಾಗಿರುವ ಶಾಸಕರು ಸ್ವತಃ ಆರೋಗ್ಯ ತಪಾಸಣೆ ನಡೆಸಿ ಸೂಕ್ತ ಚಿಕಿತ್ಸೆ ನೀಡುವಂತೆ ವೈದ್ಯರಿಗೆ ಸೂಚಿಸಿದರು.: [265, 2204, 683, 2257]
- bottom-body-midright: [689, 2202, 904, 2377]
- masthead-day: ಗುರುವಾರ: [1365, 46, 1437, 72]
- left3-text: ಹೊಸ ಯುಗದ ಸ್ಮಾರ್ಟ್ ಫೋನ್ ಬ್ರಾಂಡ್ ಆಗಿರುವ ‘ಇನ್ಫಿನಿಕ್ಸ್’ ಇಂದು ಭಾರತದಲ್ಲಿ ಇನ್ಫಿನಿಕ್ಸ್ ಜಿಟಿ 30 ಪ್ರೊ ಅನ್ನು ಬಿಡುಗಡೆ ಮಾಡುವುದಾಗಿ ಘೋಷಿಸಿದೆ. ನೈಜ ಗೇಮಿಂಗ್ ತಂತ್ರಜ್ಞಾನದೊಂದಿಗೆ ವಿನ್ಯಾಸಗೊಳಿಸಲಾದ ಇನ್ಫಿನಿಕ್ಸ್ ಜಿಟಿ 30 ಪ್ರೊ ಫ್ಲ್ಯಾಗ್‌ಶಿಪ್ ಮಟ್ಟದ ಸಂಸ್ಕರಣೆ, ಸುಧಾರಿತ ಥರ್ಮಲ್ ವಿನ್ಯಾಸ ಮತ್ತು ಶಕ್ತಿಯುತ ಬ್ಯಾಟರಿಯನ್ನು ಹೊಂದಿದೆ. 22,999 ರೂ. ನಿಂದ ಪ್ರಾರಂಭವಾಗುವ ಈ ಫೋನ್ 2025 ರ ಜೂನ್ 12 ರಿಂದ ಫ್ಲಿಪ್‌ಕಾರ್ಟ್‌ನಲ್ಲಿ ಲಭ್ಯವಿರಲಿದೆ. ಡಾರ್ಕ್ ಫ್ಲೇರ್ (RGB LED ಲೈಟಿಂಗ್ ನೊಂದಿಗೆ) ಮತ್ತು ಬ್ಲೇಡ್ ವೈಟ್ ಬಣ್ಣಗಳಲ್ಲಿ ಲಭ್ಯವಿದೆ. ಗೇಮಿಂಗ್ ಪ್ರಿಯರಿಗಾಗಿ ವಿಶೇಷವಾಗಿ ರೂಪಿಸಲಾದ ಈ ಫೋನ್ ದೀರ್ಘಾವಧಿಯ ಗೇಮಿಂಗ್ ಅನುಭವವನ್ನು ಒದಗಿಸುತ್ತದೆ. ಇದರ ಮ್ಯಾಗ್ನೆಟಿಕ್ ಕೂಲಿಂಗ್ ವ್ಯವಸ್ಥೆ ಹಾಗೂ ಶೋಲ್ಡರ್ ಟ್ರಿಗರ್‌ಗಳು ಗೇಮಿಂಗ್‌ಗೆ ಸಹಕಾರಿಯಾಗಲಿವೆ ಎಂದು ಇನ್ಫಿನಿಕ್ಸ್ ಇಂಡಿಯಾ ಸಿಇಒ ಅರಿಜೀತ್ ತಲಪಾತ್ರ ತಿಳಿಸಿದರು. ಒಟ್ಟಾರೆ, ಈ ಸ್ಮಾರ್ಟ್ ಫೋನ್ ಅತ್ಯಂತ ಕೈಗೆಟುಕುವ ಬೆಲೆಯಲ್ಲಿ ಅತ್ಯುತ್ತಮ ಗೇಮಿಂಗ್ ಅನುಭವವನ್ನು ನೀಡಲಿದ್ದು ಯುವ ಪೀಳಿಗೆಯ ಗ್ರಾಹಕರನ್ನು ಆಕರ್ಷಿಸಲಿದೆ.: [45, 1352, 379, 1616]
- school-children-photo: [1156, 766, 1516, 972]
- notice-ref-date: ದಿನಾಂಕ: 03.06.2025: [1424, 1964, 1513, 1975]
- dengue-dateline: ಕೆ.ಆರ್.ಪುರ:: [1156, 978, 1216, 994]
- left1-dateline: ಚಿಕ್ಕನಾಯಕನಹಳ್ಳಿ:: [45, 421, 124, 437]
- equality-cont-text: ಜನಸಾಮಾನ್ಯರಿಗೆ ನ್ಯಾಯ ದೊರಕಿಸಿ ಕೊಡುವಲ್ಲಿ ಹೋರಾಟಗಾರರ ಪಾತ್ರ ಮಹತ್ವದ್ದಾಗಿದೆ. ಸಮಾಜದಲ್ಲಿ ಶೋಷಿತ ಸಮುದಾಯದ ಹಕ್ಕುಗಳಿಗಾಗಿ ನಿರಂತರವಾಗಿ ಹೋರಾಟ ನಡೆಸುತ್ತಿರುವ ಕನಕೇನಹಳ್ಳಿ ಕೃಷ್ಣಪ್ಪ ಅವರ ಸೇವೆ ಅನನ್ಯವಾದುದು ಎಂದು ಬಿರಾದಾರ್ ಅಭಿಪ್ರಾಯಪಟ್ಟರು. ಅಂಬೇಡ್ಕರ್ ಅವರ ತತ್ವ ಸಿದ್ಧಾಂತಗಳನ್ನು ಅಳವಡಿಸಿಕೊಂಡು ಕೆಲಸ ಮಾಡುತ್ತಿರುವ ಇವರು ಯುವ ಪೀಳಿಗೆಗೆ ಮಾದರಿಯಾಗಿದ್ದಾರೆ. ಸಮಾಜದ ಎಲ್ಲ ವರ್ಗದ ಜನರು ಸಮಾನತೆಯಿಂದ ಬಾಳಬೇಕು ಎಂಬುದು ಅವರ ಆಶಯವಾಗಿದೆ. ಸಂಘಟನೆಯ ಮೂಲಕ ಸಾಮಾಜಿಕ ನ್ಯಾಯಕ್ಕಾಗಿ ಹೋರಾಡುತ್ತಿದ್ದಾರೆ ಎಂದರು. ಈ ಸಂದರ್ಭದಲ್ಲಿ ಕರ್ನಾಟಕ ಪ್ರಜಾಪರ ವೇದಿಕೆಯ ರಾಜ್ಯ ಸಮಿತಿ ಸದಸ್ಯರು, ಜಿಲ್ಲಾ ಸಂಚಾಲಕರು ಹಾಗೂ ಪದಾಧಿಕಾರಿಗಳು ಉಪಸ್ಥಿತರಿದ್ದರು.: [658, 1424, 1138, 1573]
- tobacco-day-photo: [403, 727, 901, 953]
- loans2-dateline: ಬೆಂಗಳೂರು ನಗರ ಜಿಲ್ಲೆ:: [403, 1675, 526, 1691]
- equality-dateline: ಚಿಕ್ಕಬಳ್ಳಾಪುರ:: [403, 1238, 464, 1254]
- bottom-midright-text: ಸ್ಥಳದಲ್ಲಿದ್ದ ಆಸ್ಪತ್ರೆ ಸಿಬ್ಬಂದಿ ಹಾಗೂ ಸಾರ್ವಜನಿಕರು ಶಾಸಕರ ಕಾರ್ಯಕ್ಕೆ ಮೆಚ್ಚುಗೆ ವ್ಯಕ್ತಪಡಿಸಿದರು. ವೃತ್ತಿಯಲ್ಲಿ ವೈದ್ಯರಾಗಿರುವ ಶಾಸಕರು ಸ್ವತಃ ಆರೋಗ್ಯ ತಪಾಸಣೆ ನಡೆಸಿ ಸೂಕ್ತ ಚಿಕಿತ್ಸೆ ನೀಡುವಂತೆ ವೈದ್ಯರಿಗೆ ಸೂಚಿಸಿದರು.: [689, 2205, 904, 2316]
- dkshi-court-photo: [1156, 1384, 1516, 1561]
- masthead-date: 05 ಜೂನ್ 2025: [1342, 74, 1498, 100]
- left2-text: ಕರ್ನಾಟಕ ಉಪ್ಪಾರ ಅಭಿವೃದ್ಧಿ ನಿಗಮ ನಿ. ವತಿಯಿಂದ 2025–26 ನೇ ಸಾಲಿನಲ್ಲಿ ಸ್ವಯಂ ಉದ್ಯೋಗ ಸಾಲ ಯೋಜನೆ, ಸ್ವಯಂ ಉದ್ಯೋಗ ನೇರ ಸಾಲ ಯೋಜನೆ, ಅರಿವು-ಶೈಕ್ಷಣಿಕ ಸಾಲ ಯೋಜನೆ (ನವೀಕರಣ), ಗಂಗಾ ಕಲ್ಯಾಣ ನೀರಾವರಿ ಯೋಜನೆ, ವಿದೇಶ ವ್ಯಾಸಂಗ ಸಾಲ ಯೋಜನೆ ಹಾಗೂ ಸ್ವಾವಲಂಬಿ ಸಾರಥಿ ಯೋಜನೆಗಳಿಗೆ ಅರ್ಹ ಫಲಾನುಭವಿಗಳಿಂದ ಅರ್ಜಿ ಆಹ್ವಾನಿಸಲಾಗಿದೆ. ಆಸಕ್ತರು ಸೇವಾಸಿಂಧು ಪೋರ್ಟಲ್ ಮೂಲಕ ಗ್ರಾಮ ಒನ್, ಕರ್ನಾಟಕ ಒನ್, ಬಾಪೂಜಿ ಸೇವಾ ಕೇಂದ್ರಗಳ ಮೂಲಕ ಅರ್ಜಿ ಸಲ್ಲಿಸಬಹುದು. ಕೌಶಲ್ಯಾಭಿವೃದ್ಧಿ ಯೋಜನೆ ಕುರಿತು ಮಾಹಿತಿಗಾಗಿ https://www.kaushalkar.com ಜಾಲತಾಣದಲ್ಲಿ ಜುಲೈ 07 ರೊಳಗೆ ಸಲ್ಲಿಸಬಹುದು. ಹೆಚ್ಚಿನ ಮಾಹಿತಿಗಾಗಿ ನಿಗಮದ ವೆಬ್ ಸೈಟ್: https://upparadevelopment.karnataka.gov.in ಅಥವಾ ನಿಗಮದ ಕೇಂದ್ರ ಕಚೇರಿ ದೂರವಾಣಿ ಸಂಖ್ಯೆ: 080–22252555 ಹಾಗೂ ಜಿಲ್ಲೆಗಳಲ್ಲಿ ನಿಗಮದ ಜಿಲ್ಲಾ ವ್ಯವಸ್ಥಾಪಕರ ದೂರವಾಣಿ: 080–23539601 ಅಥವಾ ಡಿಸಿಐಐಟಿ ಅವರ ಕಚೇರಿಗೆ ಸಂಪರ್ಕಿಸಬಹುದು ಎಂದು ಪ್ರಕಟಣೆಯಲ್ಲಿ ತಿಳಿಸಿದ್ದಾರೆ.: [45, 855, 379, 1139]
- lead-col3-text: ಸಾರ್ವಜನಿಕರು ನಮ್ಮ ಹತ್ತಿರ ಕಲುಷಿತ ನೀರಿನ ಬಗ್ಗೆ ದೂರುಗಳನ್ನು ನೀಡುತ್ತಿದ್ದು, ಅಧಿಕಾರಿಗಳು ಭೇಟಿ ಮಾಡಿದ ಕಡೆ ಗಮನಕ್ಕೆ ಮೇಲ್ಗಳು ಸಾಧ್ಯವಾದಷ್ಟು ಎಂದು ಸಮಸ್ಯೆಗಳ ಸೂಕ್ತ ನಿರ್ದೇಶನ ನೀಡಿದರು. ಇಂದಿರಾ ಕ್ಯಾಂಟೀನ್: ದಾವಣಗೆರೆ ಪಾಲಿಕೆ ವ್ಯಾಪ್ತಿಯಲ್ಲಿ 8 ಸೇರಿದಂತೆ 11 ಇಂದಿರಾ ಕ್ಯಾಂಟೀನ್‌ಗಳು ಇದ್ದು ಇದರಲ್ಲಿ ಹೊಸದಾಗಿ 2 ಹಾಗೂ ಹೊನ್ನಾಳಿಯಲ್ಲಿ 1 ಕ್ಯಾಂಟೀನ್ ಪ್ರಾರಂಭಿಸಲಾಗಿದೆ. ಸ್ವಚ್ಛ ಭಾರತ್ ಮಿಷನ್ 1 ರಲ್ಲಿ 71 ಕಾಮಗಾರಿಗಳನ್ನು ಕೈಗೊಂಡಿದ್ದು, 70 ಪೂರ್ಣಗೊಂಡಿದೆ. 1 ಪ್ರಗತಿಯಲ್ಲಿದೆ. ಪಿಎಂ ಸ್ವನಿಧಿ 2.0 ರಡಿ 37 ಕಾಮಗಾರಿಗಳನ್ನು ಕೈಗೊಳ್ಳಲಾಗಿದೆ. ಇದರಲ್ಲಿ 30 ಪ್ರಗತಿ, 7 ಮುಕ್ತಾಯವಾಗಿದೆ. ಪೌರಕಾರ್ಮಿಕರ ಗೃಹಭಾಗ್ಯ ಯೋಜನೆಯಡಿ 7 ಕಾಮಗಾರಿಗಳನ್ನು ಕೈಗೊಳ್ಳಲಾಗಿದ್ದು 15 ನೇ ಹಣಕಾಸು ಯೋಜನೆ: [1068, 167, 1289, 469]
- defamation-text: ನನ್ನ ವಿರುದ್ಧ ಸುಳ್ಳು ಆರೋಪ ಮಾಡಿ ರಾಜ್ಯ ಹಾಗೂ ದೇಶದ ಜನರಿಗೆ ತಪ್ಪು ಸಂದೇಶ ನೀಡಿದ ಶಾಸಕ ಬಸನಗೌಡ ಪಾಟೀಲ್ ಯತ್ನಾಳ್ ವಿರುದ್ಧ ನ್ಯಾಯಾಲಯದಲ್ಲಿ ನೂರು ಕೋಟಿ ರೂಪಾಯಿ ಮಾನನಷ್ಟ ಮೊಕದ್ದಮೆ ಹೂಡಿರುವುದಾಗಿ ಉಪಮುಖ್ಯಮಂತ್ರಿ ಡಿ.ಕೆ.ಶಿವಕುಮಾರ್ ತಿಳಿಸಿದರು. ನಗರದ ಸಿವಿಲ್ ನ್ಯಾಯಾಲಯಕ್ಕೆ ಖುದ್ದು ಹಾಜರಾಗಿ ಪ್ರಮಾಣ ಪತ್ರ ಸಲ್ಲಿಸಿದ ಬಳಿಕ ಮಾಧ್ಯಮದವರೊಂದಿಗೆ ಮಾತನಾಡಿದರು. ಯತ್ನಾಳ್ ಅವರು ನನ್ನ ಬಗ್ಗೆ ಆಧಾರರಹಿತ ಆರೋಪಗಳನ್ನು ಮಾಡಿದ್ದಾರೆ. ನಾನು ಯಾವುದೇ ತಪ್ಪು ಮಾಡಿಲ್ಲ. ಸತ್ಯಕ್ಕೆ ಜಯ ಸಿಗುತ್ತದೆ ಎಂಬ ನಂಬಿಕೆ ನನಗಿದೆ. ನ್ಯಾಯಾಂಗದ ಮೇಲೆ ಸಂಪೂರ್ಣ ವಿಶ್ವಾಸವಿದೆ ಎಂದು ಹೇಳಿದರು. ಒಂದು ವೇಳೆ ನ್ಯಾಯಾಲಯವು ನನ್ನ ಪರವಾಗಿ ತೀರ್ಪು ನೀಡಿದರೆ ಬರುವ ಹಣವನ್ನು ಸಮಾಜ ಸೇವೆಗೆ ಬಳಸುತ್ತೇನೆ ಎಂದು ತಿಳಿಸಿದರು.: [1156, 1568, 1515, 1755]
- lead-col2: [636, 337, 1060, 676]
- left1-headline: ಕ್ರೀಡೆಗಳು ಯುವಕರಲ್ಲಿ ನಾಯಕತ್ವ ಗುಣ ಹಾಗೂ ಕ್ರೀಡಾಮನೋಭಾವ ಬೆಳೆಯಲು ಸಹಕಾರಿ: ಹರೀಶ್: [45, 126, 377, 232]
